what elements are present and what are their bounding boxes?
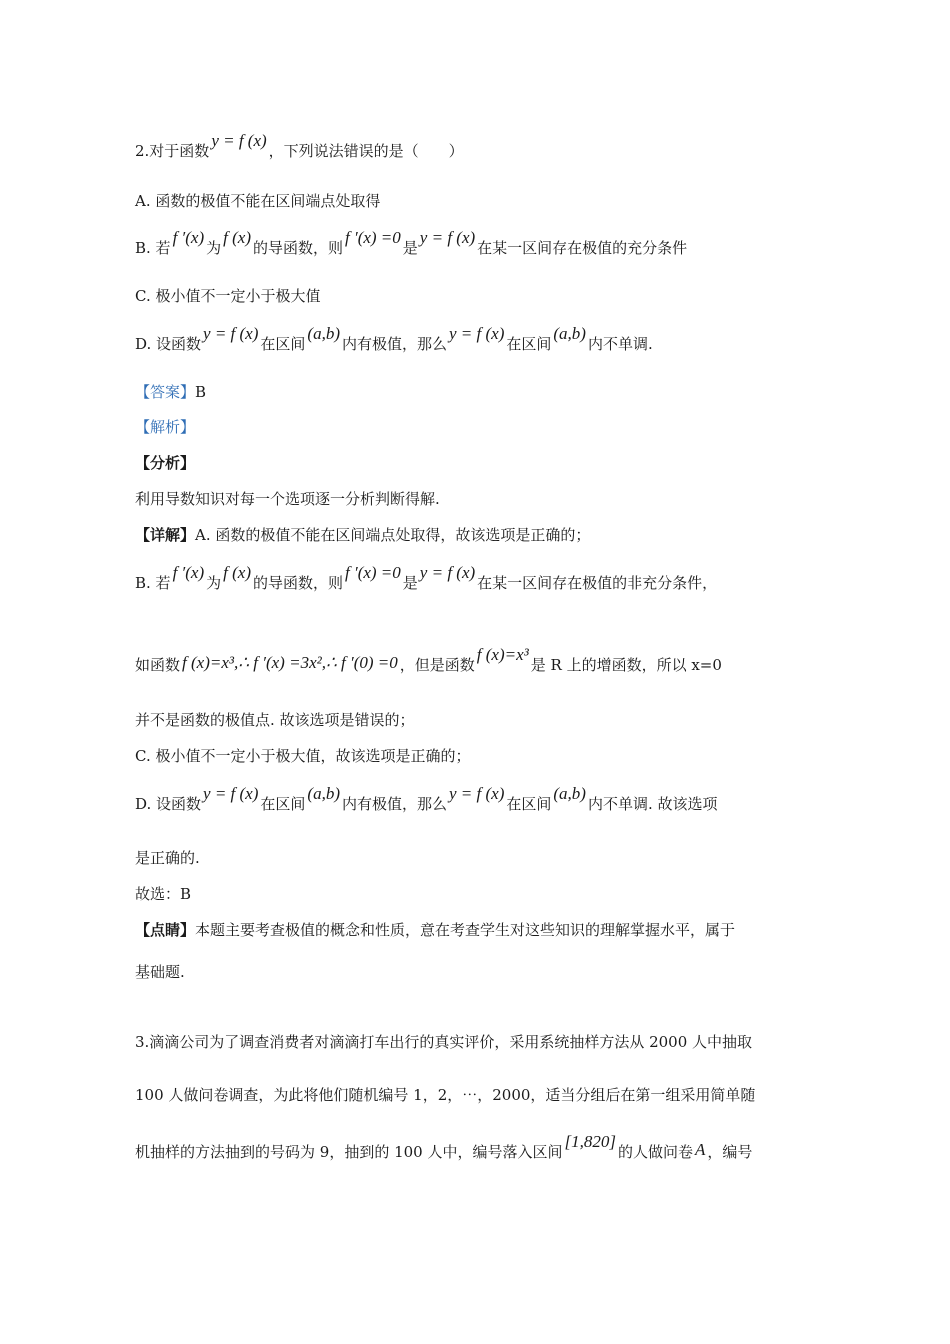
question-2-stem — [135, 131, 464, 162]
detail-example-line — [135, 645, 722, 676]
option-d-text: 在区间 — [506, 335, 552, 353]
analysis-tag: 【解析】 — [135, 418, 196, 436]
detail-d-text: 是正确的. — [135, 849, 200, 867]
math-expression: (a,b) — [307, 784, 340, 803]
option-c — [135, 285, 320, 307]
detail-b-text: B. 若 — [135, 574, 171, 592]
option-d-text: D. 设函数 — [135, 335, 202, 353]
fenxi-text-line — [135, 488, 440, 510]
math-expression: f ′(x) =0 — [345, 228, 401, 247]
detail-c-line — [135, 745, 470, 767]
detail-b-text: 在某一区间存在极值的非充分条件， — [477, 574, 718, 592]
detail-c-text: C. 极小值不一定小于极大值，故该选项是正确的； — [135, 747, 471, 765]
question-3-text: 机抽样的方法抽到的号码为 9，抽到的 100 人中，编号落入区间 — [135, 1143, 563, 1161]
math-expression: f ′(x) — [172, 563, 205, 582]
math-expression: f ′(x) — [172, 228, 205, 247]
math-expression: y = f (x) — [419, 563, 476, 582]
option-d — [135, 324, 653, 355]
comment-tag: 【点睛】 — [135, 921, 196, 939]
choose-text: 故选：B — [135, 885, 192, 903]
option-b-text: B. 若 — [135, 239, 171, 257]
math-expression: (a,b) — [307, 324, 340, 343]
detail-b-text: 为 — [206, 574, 222, 592]
math-expression: f (x)=x³,∴ f ′(x) =3x²,∴ f ′(0) =0 — [182, 653, 398, 672]
choose-line — [135, 883, 191, 905]
option-b-text: 的导函数，则 — [252, 239, 343, 257]
question-3-line-3 — [135, 1132, 753, 1163]
detail-d-text: 在区间 — [260, 795, 306, 813]
option-d-text: 内不单调. — [587, 335, 653, 353]
detail-d-text: D. 设函数 — [135, 795, 202, 813]
option-b-text: 是 — [402, 239, 418, 257]
math-expression: y = f (x) — [419, 228, 476, 247]
stem-text: ，下列说法错误的是（ ） — [268, 142, 464, 160]
math-expression: y = f (x) — [203, 324, 259, 343]
comment-line — [135, 919, 735, 941]
analysis-line — [135, 416, 195, 438]
math-expression: y = f (x) — [449, 784, 505, 803]
math-expression: f (x) — [223, 563, 251, 582]
comment-cont-line — [135, 961, 185, 983]
question-3-text: 100 人做问卷调查，为此将他们随机编号 1，2，⋯，2000，适当分组后在第一组采用简单随 — [135, 1086, 756, 1104]
question-3-text: 3.滴滴公司为了调查消费者对滴滴打车出行的真实评价，采用系统抽样方法从 2000 人中抽取 — [135, 1033, 753, 1051]
detail-d-text: 在区间 — [506, 795, 552, 813]
detail-d-cont-line — [135, 847, 200, 869]
option-b-text: 在某一区间存在极值的充分条件 — [477, 239, 688, 257]
detail-d-line — [135, 784, 718, 815]
math-expression: f (x) — [223, 228, 251, 247]
question-3-line-1 — [135, 1031, 752, 1053]
detail-a-line — [135, 524, 590, 546]
detail-d-text: 内有极值，那么 — [341, 795, 447, 813]
question-3-line-2 — [135, 1084, 755, 1106]
math-expression: A — [694, 1140, 706, 1159]
stem-text: 2.对于函数 — [135, 142, 210, 160]
detail-b-text: 是 — [402, 574, 418, 592]
option-a-text: A. 函数的极值不能在区间端点处取得 — [135, 192, 381, 210]
comment-text: 基础题. — [135, 963, 185, 981]
detail-b-line — [135, 563, 718, 594]
detail-example-cont-line — [135, 709, 415, 731]
detail-example-text: ，但是函数 — [399, 656, 475, 674]
fenxi-text: 利用导数知识对每一个选项逐一分析判断得解. — [135, 490, 440, 508]
detail-b-text: 的导函数，则 — [252, 574, 343, 592]
option-d-text: 内有极值，那么 — [341, 335, 447, 353]
answer-value: B — [195, 383, 207, 401]
question-3-text: ，编号 — [707, 1143, 753, 1161]
math-expression: [1,820] — [564, 1132, 616, 1151]
detail-a-text: A. 函数的极值不能在区间端点处取得，故该选项是正确的； — [195, 526, 591, 544]
math-expression: (a,b) — [553, 784, 586, 803]
math-expression: f ′(x) =0 — [345, 563, 401, 582]
option-a — [135, 190, 380, 212]
detail-tag: 【详解】 — [135, 526, 196, 544]
math-expression: f (x)=x³ — [476, 645, 529, 664]
option-b-text: 为 — [206, 239, 222, 257]
comment-text: 本题主要考查极值的概念和性质，意在考查学生对这些知识的理解掌握水平，属于 — [195, 921, 736, 939]
detail-example-text: 是 R 上的增函数，所以 x=0 — [530, 656, 722, 674]
option-c-text: C. 极小值不一定小于极大值 — [135, 287, 321, 305]
detail-example-text: 并不是函数的极值点. 故该选项是错误的； — [135, 711, 415, 729]
math-expression: (a,b) — [553, 324, 586, 343]
fenxi-tag: 【分析】 — [135, 454, 196, 472]
option-d-text: 在区间 — [260, 335, 306, 353]
math-expression: y = f (x) — [203, 784, 259, 803]
fenxi-tag-line — [135, 452, 195, 474]
option-b — [135, 228, 688, 259]
math-expression: y = f (x) — [211, 131, 267, 150]
detail-d-text: 内不单调. 故该选项 — [587, 795, 718, 813]
answer-line — [135, 381, 206, 403]
answer-tag: 【答案】 — [135, 383, 196, 401]
detail-example-text: 如函数 — [135, 656, 181, 674]
question-3-text: 的人做问卷 — [617, 1143, 693, 1161]
math-expression: y = f (x) — [449, 324, 505, 343]
